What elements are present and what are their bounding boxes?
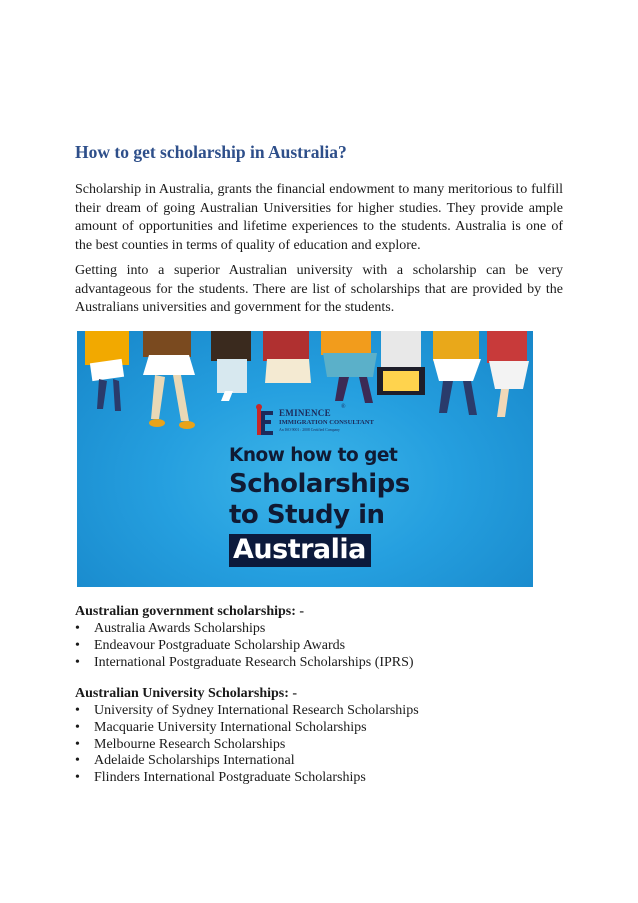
list-item bbox=[75, 753, 419, 770]
bullet-icon: • bbox=[75, 654, 80, 670]
list-item bbox=[75, 703, 419, 720]
university-scholarships-title: Australian University Scholarships: - bbox=[75, 686, 298, 701]
eminence-logo bbox=[255, 406, 395, 440]
list-item bbox=[75, 655, 414, 672]
list-item-label: Adelaide Scholarships International bbox=[94, 753, 295, 769]
bullet-icon: • bbox=[75, 621, 80, 636]
government-scholarships-title: Australian government scholarships: - bbox=[75, 604, 305, 619]
bullet-icon: • bbox=[75, 719, 80, 735]
list-item-label: University of Sydney International Research Scholarships bbox=[94, 703, 419, 718]
government-scholarships-list bbox=[75, 621, 414, 671]
bullet-icon: • bbox=[75, 770, 80, 786]
list-item-label: Flinders International Postgraduate Scholarships bbox=[94, 770, 366, 786]
banner-line-1: Know how to get bbox=[229, 445, 398, 466]
list-item-label: Endeavour Postgraduate Scholarship Awards bbox=[94, 637, 346, 653]
page-title: How to get scholarship in Australia? bbox=[75, 142, 347, 162]
list-item bbox=[75, 720, 419, 737]
list-item bbox=[75, 770, 419, 787]
logo-registered-mark: ® bbox=[341, 404, 346, 410]
logo-subtitle: IMMIGRATION CONSULTANT bbox=[279, 419, 374, 426]
list-item-label: Australia Awards Scholarships bbox=[94, 621, 266, 636]
banner-line-2: Scholarships bbox=[229, 469, 410, 499]
banner-line-3: to Study in bbox=[229, 500, 385, 530]
bullet-icon: • bbox=[75, 703, 80, 718]
university-scholarships-list bbox=[75, 703, 419, 787]
banner-line-4-highlight: Australia bbox=[229, 534, 371, 567]
list-item-label: Macquarie University International Scholarships bbox=[94, 719, 367, 735]
logo-certification: An ISO 9001 : 2008 Certified Company bbox=[279, 428, 340, 432]
bullet-icon: • bbox=[75, 753, 80, 769]
bullet-icon: • bbox=[75, 736, 80, 752]
logo-name: EMINENCE bbox=[279, 408, 331, 418]
list-item bbox=[75, 621, 414, 638]
list-item-label: Melbourne Research Scholarships bbox=[94, 736, 286, 752]
list-item bbox=[75, 737, 419, 754]
intro-paragraph: Scholarship in Australia, grants the financial endowment to many meritorious to fulfill their dream of going Australian Universities for higher studies. They provide ample amount of opportunities and lifetime experiences to the students. Australia is one of the best counties in terms of quality of education and explore. bbox=[75, 182, 563, 254]
second-paragraph: Getting into a superior Australian university with a scholarship can be very advantageous for the students. There are list of scholarships that are provided by the Australians universities and government for the students. bbox=[75, 263, 563, 316]
scholarship-banner-image bbox=[77, 331, 533, 587]
list-item-label: International Postgraduate Research Scholarships (IPRS) bbox=[94, 654, 414, 670]
bullet-icon: • bbox=[75, 637, 80, 653]
list-item bbox=[75, 638, 414, 655]
